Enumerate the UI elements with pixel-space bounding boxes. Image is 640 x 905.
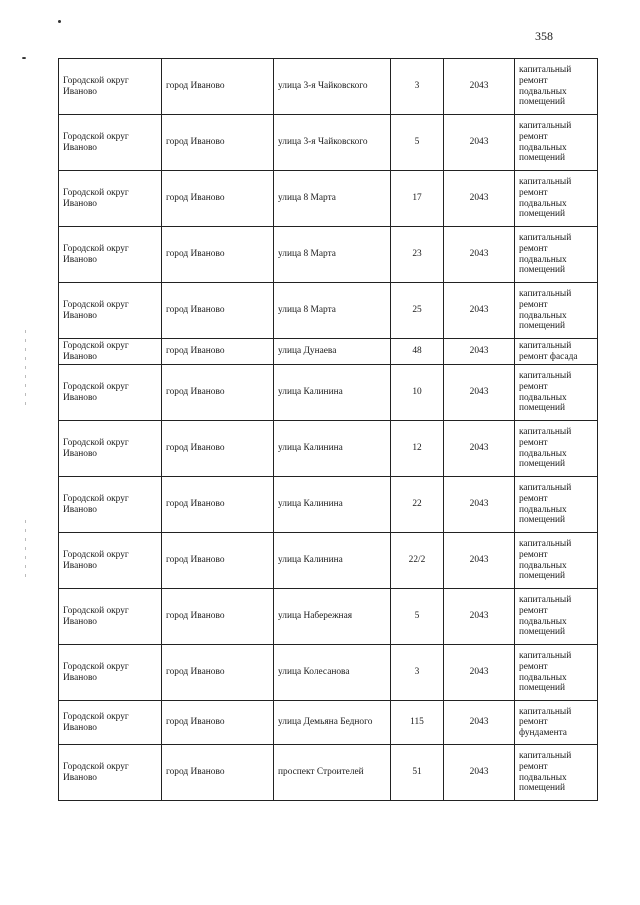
year-cell: 2043: [444, 745, 515, 801]
work-type-cell: капитальный ремонт подвальных помещений: [515, 59, 598, 115]
scan-margin-mark: [25, 520, 26, 580]
table-row: [59, 745, 598, 801]
city-cell: город Иваново: [162, 701, 274, 745]
street-cell: улица 8 Марта: [274, 283, 391, 339]
year-cell: 2043: [444, 115, 515, 171]
scan-speck: [22, 57, 26, 59]
district-cell: Городской округ Иваново: [59, 339, 162, 365]
district-cell: Городской округ Иваново: [59, 227, 162, 283]
district-cell: Городской округ Иваново: [59, 59, 162, 115]
house-number-cell: 51: [391, 745, 444, 801]
city-cell: город Иваново: [162, 745, 274, 801]
street-cell: улица Демьяна Бедного: [274, 701, 391, 745]
work-type-cell: капитальный ремонт фундамента: [515, 701, 598, 745]
work-type-cell: капитальный ремонт подвальных помещений: [515, 283, 598, 339]
street-cell: улица 8 Марта: [274, 171, 391, 227]
district-cell: Городской округ Иваново: [59, 745, 162, 801]
district-cell: Городской округ Иваново: [59, 645, 162, 701]
district-cell: Городской округ Иваново: [59, 171, 162, 227]
work-type-cell: капитальный ремонт фасада: [515, 339, 598, 365]
year-cell: 2043: [444, 477, 515, 533]
district-cell: Городской округ Иваново: [59, 115, 162, 171]
city-cell: город Иваново: [162, 645, 274, 701]
table-row: [59, 283, 598, 339]
table-row: [59, 701, 598, 745]
table-row: [59, 365, 598, 421]
street-cell: улица Колесанова: [274, 645, 391, 701]
work-type-cell: капитальный ремонт подвальных помещений: [515, 421, 598, 477]
table-row: [59, 171, 598, 227]
registry-table: [58, 58, 598, 801]
year-cell: 2043: [444, 283, 515, 339]
house-number-cell: 25: [391, 283, 444, 339]
house-number-cell: 22: [391, 477, 444, 533]
page-number: 358: [535, 29, 553, 43]
district-cell: Городской округ Иваново: [59, 477, 162, 533]
table-row: [59, 115, 598, 171]
house-number-cell: 23: [391, 227, 444, 283]
city-cell: город Иваново: [162, 421, 274, 477]
street-cell: улица Калинина: [274, 365, 391, 421]
city-cell: город Иваново: [162, 59, 274, 115]
registry-table-body: [59, 59, 598, 801]
year-cell: 2043: [444, 701, 515, 745]
city-cell: город Иваново: [162, 227, 274, 283]
work-type-cell: капитальный ремонт подвальных помещений: [515, 745, 598, 801]
work-type-cell: капитальный ремонт подвальных помещений: [515, 115, 598, 171]
district-cell: Городской округ Иваново: [59, 365, 162, 421]
work-type-cell: капитальный ремонт подвальных помещений: [515, 227, 598, 283]
table-row: [59, 589, 598, 645]
city-cell: город Иваново: [162, 283, 274, 339]
house-number-cell: 12: [391, 421, 444, 477]
street-cell: улица Набережная: [274, 589, 391, 645]
street-cell: улица Калинина: [274, 421, 391, 477]
city-cell: город Иваново: [162, 365, 274, 421]
table-row: [59, 339, 598, 365]
district-cell: Городской округ Иваново: [59, 533, 162, 589]
street-cell: улица 3-я Чайковского: [274, 115, 391, 171]
house-number-cell: 5: [391, 115, 444, 171]
house-number-cell: 115: [391, 701, 444, 745]
work-type-cell: капитальный ремонт подвальных помещений: [515, 477, 598, 533]
street-cell: улица 3-я Чайковского: [274, 59, 391, 115]
work-type-cell: капитальный ремонт подвальных помещений: [515, 589, 598, 645]
scan-speck: [58, 20, 61, 23]
street-cell: улица Калинина: [274, 533, 391, 589]
street-cell: улица Калинина: [274, 477, 391, 533]
city-cell: город Иваново: [162, 115, 274, 171]
work-type-cell: капитальный ремонт подвальных помещений: [515, 171, 598, 227]
year-cell: 2043: [444, 589, 515, 645]
city-cell: город Иваново: [162, 589, 274, 645]
city-cell: город Иваново: [162, 533, 274, 589]
house-number-cell: 10: [391, 365, 444, 421]
table-row: [59, 59, 598, 115]
street-cell: улица Дунаева: [274, 339, 391, 365]
year-cell: 2043: [444, 227, 515, 283]
street-cell: улица 8 Марта: [274, 227, 391, 283]
house-number-cell: 3: [391, 645, 444, 701]
year-cell: 2043: [444, 645, 515, 701]
city-cell: город Иваново: [162, 339, 274, 365]
district-cell: Городской округ Иваново: [59, 589, 162, 645]
year-cell: 2043: [444, 365, 515, 421]
scan-margin-mark: [25, 330, 26, 410]
district-cell: Городской округ Иваново: [59, 421, 162, 477]
year-cell: 2043: [444, 421, 515, 477]
year-cell: 2043: [444, 171, 515, 227]
table-row: [59, 645, 598, 701]
house-number-cell: 3: [391, 59, 444, 115]
district-cell: Городской округ Иваново: [59, 701, 162, 745]
house-number-cell: 5: [391, 589, 444, 645]
district-cell: Городской округ Иваново: [59, 283, 162, 339]
work-type-cell: капитальный ремонт подвальных помещений: [515, 365, 598, 421]
year-cell: 2043: [444, 533, 515, 589]
house-number-cell: 22/2: [391, 533, 444, 589]
table-row: [59, 421, 598, 477]
work-type-cell: капитальный ремонт подвальных помещений: [515, 533, 598, 589]
city-cell: город Иваново: [162, 477, 274, 533]
city-cell: город Иваново: [162, 171, 274, 227]
street-cell: проспект Строителей: [274, 745, 391, 801]
house-number-cell: 48: [391, 339, 444, 365]
table-row: [59, 477, 598, 533]
work-type-cell: капитальный ремонт подвальных помещений: [515, 645, 598, 701]
year-cell: 2043: [444, 339, 515, 365]
table-row: [59, 533, 598, 589]
house-number-cell: 17: [391, 171, 444, 227]
year-cell: 2043: [444, 59, 515, 115]
table-row: [59, 227, 598, 283]
